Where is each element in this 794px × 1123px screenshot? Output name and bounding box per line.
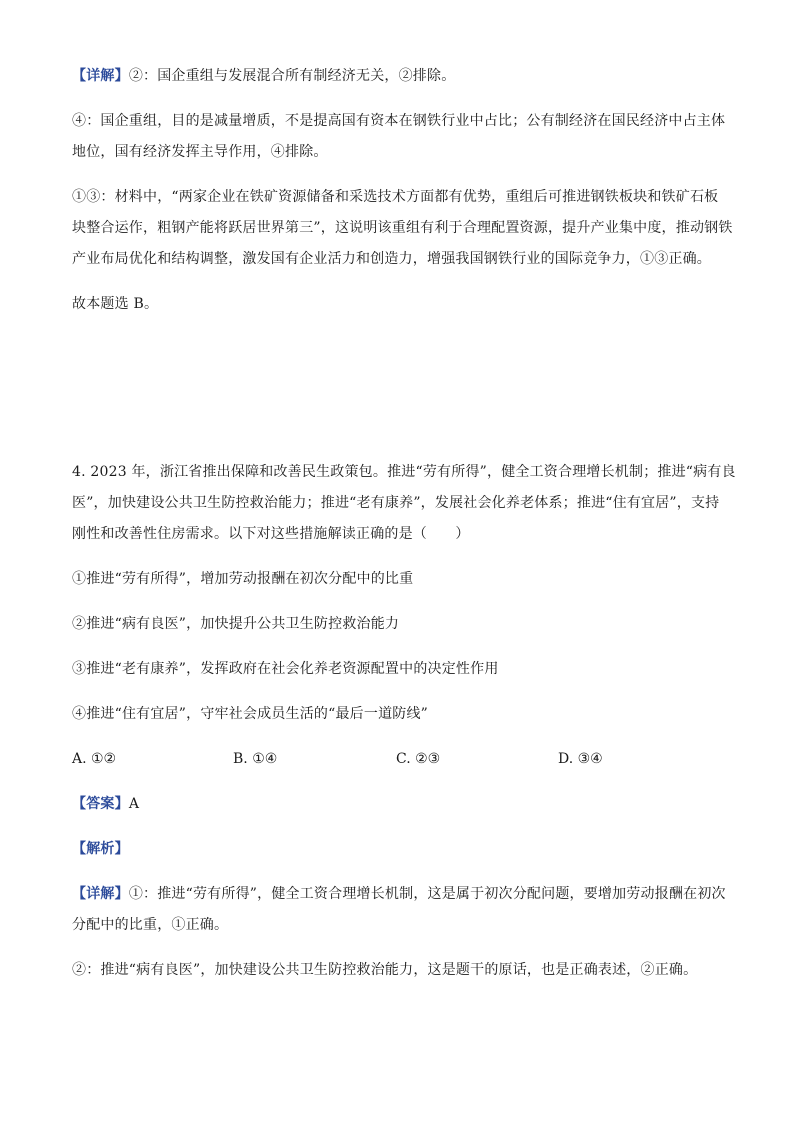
q4-detail-d1-text: ①：推进“劳有所得”，健全工资合理增长机制，这是属于初次分配问题，要增加劳动报酬在初次 bbox=[128, 886, 726, 902]
q3-detail-p1: ②：国企重组与发展混合所有制经济无关，②排除。 bbox=[128, 68, 456, 84]
q3-detail-line bbox=[72, 66, 455, 86]
q4-detail-d2: ②：推进“病有良医”，加快建设公共卫生防控救治能力，这是题干的原话，也是正确表述，②正确。 bbox=[72, 962, 698, 978]
answer-line bbox=[72, 794, 139, 814]
choice-a: A. ①② bbox=[72, 751, 117, 767]
q3-detail-p2-line1: ④：国企重组，目的是减量增质，不是提高国有资本在钢铁行业中占比；公有制经济在国民经济中占主体 bbox=[72, 113, 726, 129]
answer-tag: 【答案】 bbox=[72, 796, 129, 812]
q3-conclusion: 故本题选 B。 bbox=[72, 296, 159, 312]
q4-stem-line2: 医”，加快建设公共卫生防控救治能力；推进“老有康养”，发展社会化养老体系；推进“住有宜居”，支持 bbox=[72, 495, 720, 511]
q4-stem-line1: 4. 2023 年，浙江省推出保障和改善民生政策包。推进“劳有所得”，健全工资合理增长机制；推进“病有良 bbox=[72, 464, 736, 480]
q4-statement-4: ④推进“住有宜居”，守牢社会成员生活的“最后一道防线” bbox=[72, 706, 429, 722]
detail-tag: 【详解】 bbox=[72, 886, 129, 902]
analysis-tag: 【解析】 bbox=[72, 841, 129, 857]
analysis-line bbox=[72, 839, 129, 859]
q3-detail-p3-line1: ①③：材料中，“两家企业在铁矿资源储备和采选技术方面都有优势，重组后可推进钢铁板块和铁矿石板 bbox=[72, 189, 719, 205]
q4-statement-3: ③推进“老有康养”，发挥政府在社会化养老资源配置中的决定性作用 bbox=[72, 661, 499, 677]
choice-b: B. ①④ bbox=[233, 751, 278, 767]
q4-statement-1: ①推进“劳有所得”，增加劳动报酬在初次分配中的比重 bbox=[72, 571, 414, 587]
q4-detail-line2: 分配中的比重，①正确。 bbox=[72, 917, 229, 933]
q4-statement-2: ②推进“病有良医”，加快提升公共卫生防控救治能力 bbox=[72, 616, 400, 632]
choice-d: D. ③④ bbox=[558, 751, 603, 767]
q3-detail-p2-line2: 地位，国有经济发挥主导作用，④排除。 bbox=[72, 144, 328, 160]
q3-detail-p3-line3: 产业布局优化和结构调整，激发国有企业活力和创造力，增强我国钢铁行业的国际竞争力，①③正确。 bbox=[72, 251, 711, 267]
detail-tag: 【详解】 bbox=[72, 68, 129, 84]
q3-detail-p3-line2: 块整合运作，粗钢产能将跃居世界第三”，这说明该重组有利于合理配置资源，提升产业集中度，推动钢铁 bbox=[72, 220, 733, 236]
q4-detail-line1 bbox=[72, 884, 726, 904]
choice-c: C. ②③ bbox=[396, 751, 441, 767]
answer-value: A bbox=[128, 796, 140, 812]
q4-stem-line3: 刚性和改善性住房需求。以下对这些措施解读正确的是（ ） bbox=[72, 526, 470, 542]
